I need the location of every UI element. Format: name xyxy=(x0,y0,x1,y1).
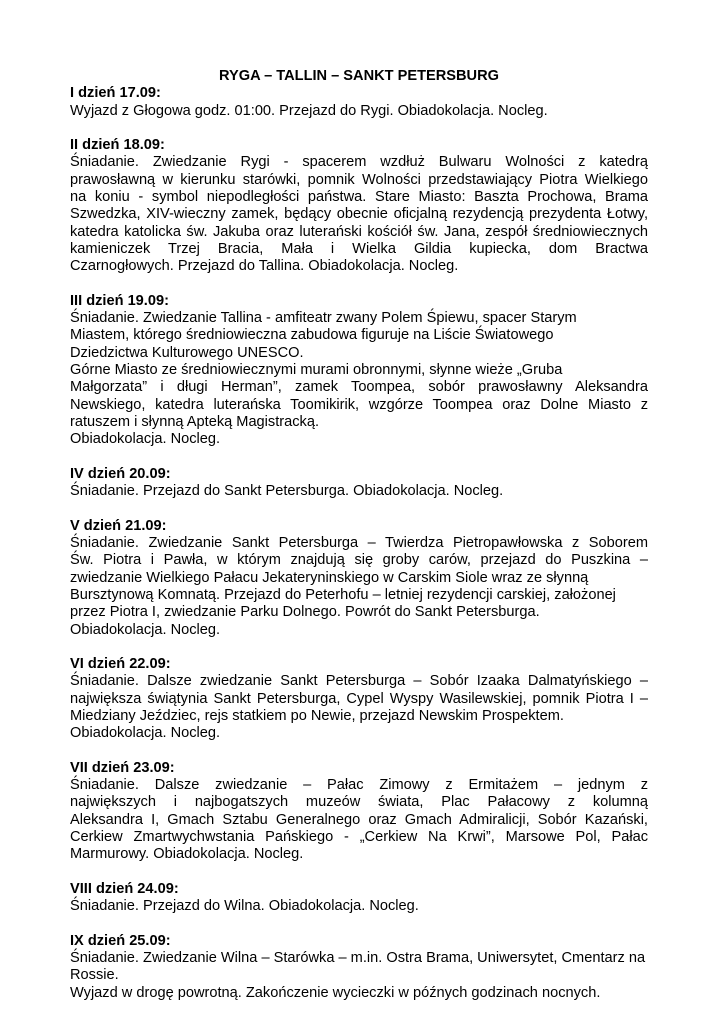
itinerary-day xyxy=(70,466,648,501)
day-description-line: Śniadanie. Dalsze zwiedzanie – Pałac Zimowy z Ermitażem – jednym z xyxy=(70,777,648,794)
day-description-line: Śniadanie. Zwiedzanie Wilna – Starówka – m.in. Ostra Brama, Uniwersytet, Cmentarz na xyxy=(70,950,646,967)
day-description-line: Cerkiew Zmartwychwstania Pańskiego - „Cerkiew Na Krwi”, Marsowe Pol, Pałac xyxy=(70,829,648,846)
day-description-line: Śniadanie. Zwiedzanie Sankt Petersburga – Twierdza Pietropawłowska z Soborem xyxy=(70,535,648,552)
day-description-line: zwiedzanie Wielkiego Pałacu Jekateryninskiego w Carskim Siole wraz ze słynną xyxy=(70,569,589,586)
day-description-line: Śniadanie. Zwiedzanie Rygi - spacerem wzdłuż Bulwaru Wolności z katedrą xyxy=(70,154,648,171)
day-heading: III dzień 19.09: xyxy=(70,292,169,309)
itinerary-day xyxy=(70,933,648,1002)
day-description-line: największa świątynia Sankt Petersburga, Cypel Wyspy Wasilewskiej, pomnik Piotra I – xyxy=(70,690,648,707)
day-description-line: Małgorzata” i długi Herman”, zamek Toompea, sobór prawosławny Aleksandra xyxy=(70,379,648,396)
day-description-line: kamieniczek Trzej Bracia, Mała i Wielka Gildia kupiecka, dom Bractwa xyxy=(70,240,648,257)
day-description-line: Bursztynową Komnatą. Przejazd do Peterhofu – letniej rezydencji carskiej, założonej xyxy=(70,586,616,603)
itinerary-day xyxy=(70,518,648,639)
day-description-line: Rossie. xyxy=(70,967,119,984)
day-description-line: Górne Miasto ze średniowiecznymi murami obronnymi, słynne wieże „Gruba xyxy=(70,362,563,379)
itinerary-day xyxy=(70,85,648,120)
document-title: RYGA – TALLIN – SANKT PETERSBURG xyxy=(218,68,499,84)
day-description-line: katedra katolicka św. Jakuba oraz luterański kościół św. Jana, zespół średniowiecznych xyxy=(70,223,648,240)
day-description-line: Wyjazd w drogę powrotną. Zakończenie wycieczki w późnych godzinach nocnych. xyxy=(70,984,601,1001)
document-page xyxy=(70,68,648,1019)
day-description-line: przez Piotra I, zwiedzanie Parku Dolnego. Powrót do Sankt Petersburga. xyxy=(70,604,540,621)
day-description-line: największych i najbogatszych muzeów świata, Plac Pałacowy z kolumną xyxy=(70,794,648,811)
day-description-line: Św. Piotra i Pawła, w którym znajdują się groby carów, przejazd do Puszkina – xyxy=(70,552,648,569)
day-description-line: Obiadokolacja. Nocleg. xyxy=(70,431,221,448)
day-description-line: Obiadokolacja. Nocleg. xyxy=(70,621,221,638)
day-heading: IV dzień 20.09: xyxy=(70,465,171,482)
day-heading: I dzień 17.09: xyxy=(70,85,161,102)
day-heading: VII dzień 23.09: xyxy=(70,759,175,776)
day-description-line: na koniu - symbol niepodległości państwa. Stare Miasto: Baszta Prochowa, Brama xyxy=(70,189,648,206)
day-description-line: prawosławną w kierunku starówki, pomnik Wolności przedstawiający Piotra Wielkiego xyxy=(70,171,648,188)
day-description-line: ratuszem i słynną Apteką Magistracką. xyxy=(70,413,320,430)
day-description-line: Marmurowy. Obiadokolacja. Nocleg. xyxy=(70,846,304,863)
day-description-line: Aleksandra I, Gmach Sztabu Generalnego oraz Gmach Admiralicji, Sobór Kazański, xyxy=(70,811,648,828)
day-description-line: Śniadanie. Przejazd do Wilna. Obiadokolacja. Nocleg. xyxy=(70,898,419,915)
itinerary-days xyxy=(70,85,648,1002)
day-heading: II dzień 18.09: xyxy=(70,137,165,154)
day-description-line: Newskiego, katedra luterańska Toomikirik, wzgórze Toompea oraz Dolne Miasto z xyxy=(70,396,648,413)
day-heading: IX dzień 25.09: xyxy=(70,932,171,949)
day-description-line: Obiadokolacja. Nocleg. xyxy=(70,725,221,742)
day-description-line: Miedziany Jeździec, rejs statkiem po Newie, przejazd Newskim Prospektem. xyxy=(70,707,564,724)
itinerary-day xyxy=(70,656,648,742)
day-description-line: Śniadanie. Przejazd do Sankt Petersburga. Obiadokolacja. Nocleg. xyxy=(70,483,504,500)
day-heading: VI dzień 22.09: xyxy=(70,656,171,673)
itinerary-day xyxy=(70,760,648,864)
itinerary-day xyxy=(70,881,648,916)
day-description-line: Szwedzka, XIV-wieczny zamek, będący obecnie oficjalną rezydencją prezydenta Łotwy, xyxy=(70,206,648,223)
itinerary-day xyxy=(70,137,648,275)
day-description-line: Miastem, którego średniowieczna zabudowa figuruje na Liście Światowego xyxy=(70,327,554,344)
day-description-line: Śniadanie. Zwiedzanie Tallina - amfiteatr zwany Polem Śpiewu, spacer Starym xyxy=(70,310,577,327)
day-description-line: Wyjazd z Głogowa godz. 01:00. Przejazd do Rygi. Obiadokolacja. Nocleg. xyxy=(70,102,548,119)
itinerary-day xyxy=(70,293,648,449)
day-description-line: Czarnogłowych. Przejazd do Tallina. Obiadokolacja. Nocleg. xyxy=(70,258,459,275)
day-description-line: Dziedzictwa Kulturowego UNESCO. xyxy=(70,344,304,361)
day-description-line: Śniadanie. Dalsze zwiedzanie Sankt Petersburga – Sobór Izaaka Dalmatyńskiego – xyxy=(70,673,648,690)
day-heading: VIII dzień 24.09: xyxy=(70,880,179,897)
day-heading: V dzień 21.09: xyxy=(70,517,167,534)
